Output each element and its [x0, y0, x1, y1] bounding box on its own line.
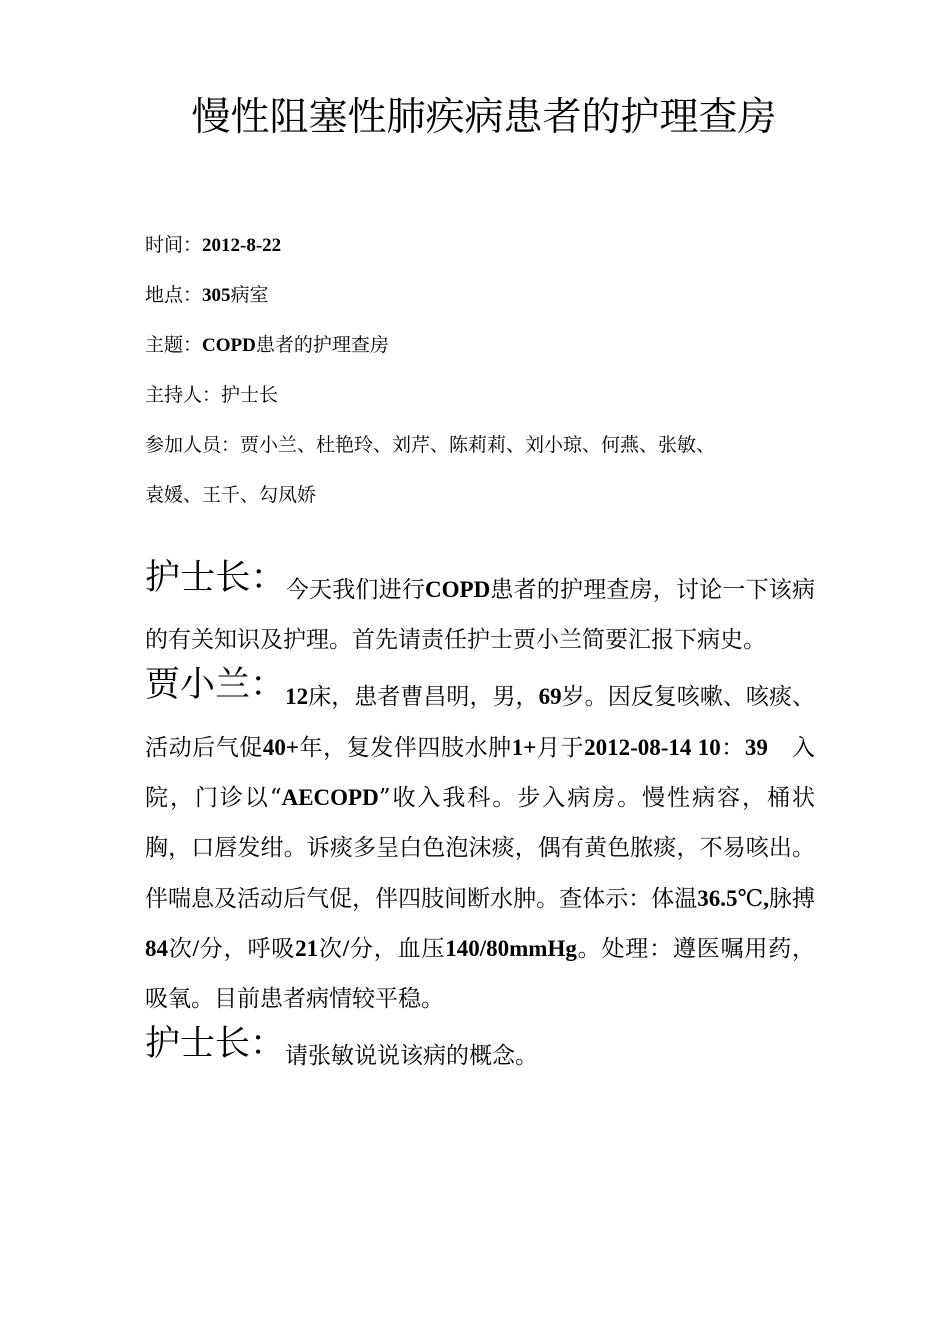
dialogue [145, 558, 815, 1082]
text: ： [720, 734, 745, 761]
text: 次 [168, 936, 193, 963]
speaker-label: 护士长： [145, 1024, 286, 1065]
topic-copd: COPD [202, 335, 256, 356]
meeting-attendees-cont [145, 477, 815, 527]
text: 脉搏 [768, 885, 816, 912]
meeting-topic [145, 327, 815, 377]
text: 年，复发伴四肢水肿 [298, 734, 512, 761]
time-label: 时间： [145, 234, 203, 256]
text: 患者的护理查房，讨论一下该病的有关知识及护理。首先请责任护士贾小兰简要汇报下病史。 [145, 577, 815, 653]
bold-text: 1+ [511, 734, 537, 760]
bold-text: 140/80mmHg [445, 936, 577, 962]
attendees-label: 参加人员： [145, 434, 241, 456]
place-number: 305 [202, 285, 231, 306]
place-label: 地点： [145, 284, 203, 306]
text: 岁。因反复咳嗽、咳痰、活动后气促 [145, 684, 815, 761]
speaker-label: 护士长： [145, 558, 286, 598]
text: 今天我们进行 [285, 577, 426, 603]
topic-label: 主题： [145, 334, 203, 356]
bold-text: AECOPD [281, 785, 379, 811]
attendees-list-line2: 袁媛、王千、勾凤娇 [145, 484, 317, 506]
dialogue-paragraph [145, 558, 815, 665]
text: 。处理：遵医嘱用药，吸氧。目前患者病情较平稳。 [145, 936, 816, 1012]
bold-text: 69 [538, 684, 562, 710]
host-value: 护士长 [221, 384, 279, 406]
meeting-place [145, 277, 815, 327]
bold-text: , [763, 885, 769, 911]
bold-text: 84 [145, 936, 168, 962]
bold-text: COPD [425, 577, 491, 602]
speaker-label: 贾小兰： [145, 665, 286, 706]
text: 分，血压 [349, 936, 446, 963]
meeting-attendees [145, 427, 815, 477]
topic-rest: 患者的护理查房 [255, 334, 389, 356]
text: 请张敏说说该病的概念。 [285, 1043, 539, 1070]
meeting-host [145, 377, 815, 427]
text: 月于 [536, 734, 585, 761]
text: 入院，门诊以“ [145, 734, 816, 812]
dialogue-paragraph [145, 665, 815, 1024]
bold-text: 21 [295, 936, 319, 962]
text: 次 [318, 936, 343, 963]
bold-text: / [342, 936, 350, 962]
text: 分，呼吸 [199, 936, 296, 963]
text: 床，患者曹昌明，男， [308, 684, 539, 711]
dialogue-paragraph [145, 1024, 815, 1082]
document-title: 慢性阻塞性肺疾病患者的护理查房 [191, 95, 777, 140]
bold-text: 36.5 [697, 885, 738, 911]
bold-text: 12 [285, 684, 309, 710]
attendees-list-line1: 贾小兰、杜艳玲、刘芹、陈莉莉、刘小琼、何燕、张敏、 [240, 434, 716, 456]
bold-text: 40+ [262, 734, 299, 760]
time-value: 2012-8-22 [202, 235, 282, 256]
text: ”收入我科。步入病房。慢性病容，桶状胸，口唇发绀。诉痰多呈白色泡沫痰，偶有黄色脓痰，不易咳出。伴喘息及活动后气促，伴四肢间断水肿。查体示：体温 [145, 785, 815, 912]
text: ℃ [737, 885, 764, 912]
bold-text: 39 [744, 734, 768, 760]
host-label: 主持人： [145, 384, 222, 406]
bold-text: 2012-08-14 10 [584, 734, 721, 760]
place-room: 病室 [230, 284, 269, 306]
meeting-time [145, 227, 815, 277]
meeting-info [145, 227, 815, 527]
bold-text: / [192, 936, 200, 962]
